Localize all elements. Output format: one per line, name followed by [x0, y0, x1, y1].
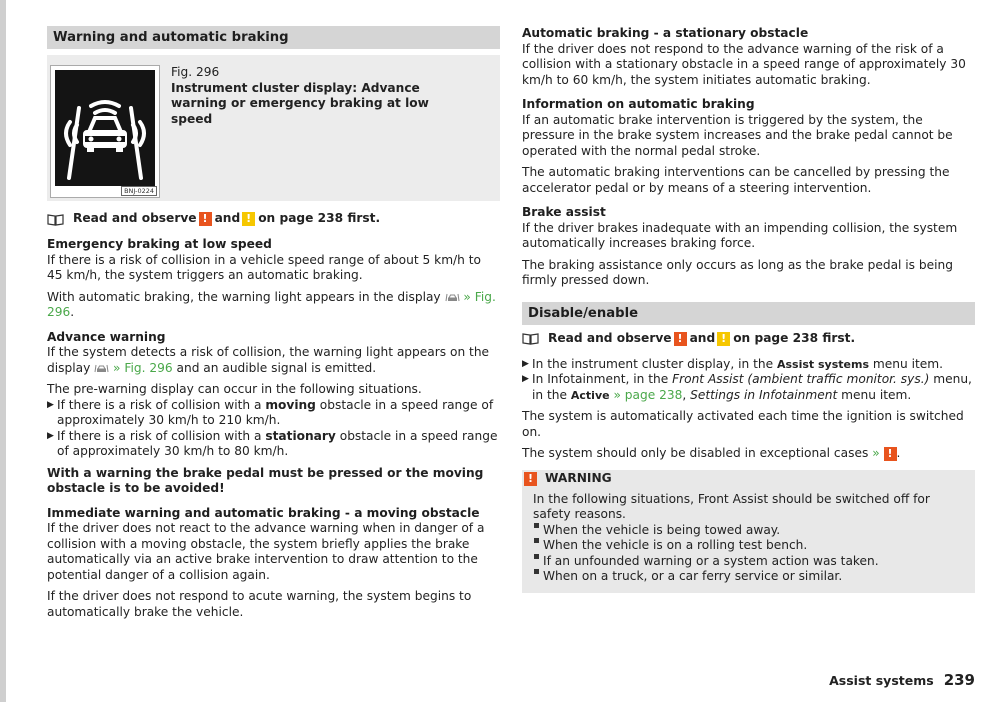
immediate-text: If the driver does not react to the advance warning when in danger of a collision with a moving obstacle, the system briefly applies the brake automatically via an active brake intervention to draw attention to the potential danger of a collision again. [47, 521, 485, 582]
immediate-heading: Immediate warning and automatic braking - a moving obstacle [47, 505, 480, 520]
left-column [47, 0, 500, 620]
warning-red-icon: ! [524, 472, 537, 486]
list-item: ▶ If there is a risk of collision with a moving obstacle in a speed range of approximately 30 km/h to 210 km/h. [47, 397, 494, 427]
cancel-text: The automatic braking interventions can be cancelled by pressing the accelerator pedal or by means of a steering intervention. [522, 165, 950, 195]
emergency-heading: Emergency braking at low speed [47, 237, 272, 251]
brake-assist-heading: Brake assist [522, 205, 606, 219]
list-item: When on a truck, or a car ferry service or similar. [533, 569, 965, 585]
list-item: When the vehicle is being towed away. [533, 523, 965, 539]
advance-block [47, 330, 500, 497]
emergency-display: With automatic braking, the warning light appears in the display » Fig. 296. [47, 289, 496, 319]
brake-assist-block [522, 205, 975, 289]
bullet-square-icon [534, 569, 539, 574]
caution-yellow-icon: ! [717, 332, 730, 346]
list-item: ▶ In the instrument cluster display, in the Assist systems menu item. [522, 356, 943, 371]
fig-296-link[interactable]: » Fig. 296 [113, 360, 173, 375]
read-suffix: on page 238 first. [258, 211, 381, 226]
menu-assist-systems: Assist systems [777, 357, 870, 371]
bullet-arrow-icon: ▶ [522, 374, 529, 384]
pre-warning-text: The pre-warning display can occur in the following situations. [47, 382, 422, 396]
warning-intro: In the following situations, Front Assist should be switched off for safety reasons. [533, 491, 930, 521]
figure-caption [171, 65, 471, 127]
info-block [522, 97, 975, 196]
warning-header [522, 470, 975, 489]
warning-body [522, 489, 975, 585]
warning-red-icon: ! [674, 332, 687, 346]
bullet-square-icon [534, 523, 539, 528]
brake-assist-only: The braking assistance only occurs as long as the brake pedal is being firmly pressed down. [522, 257, 953, 287]
right-column [522, 0, 975, 593]
warning-title: WARNING [545, 471, 612, 486]
immediate-block [47, 506, 500, 621]
list-item: When the vehicle is on a rolling test bench. [533, 538, 965, 554]
page-number: 239 [943, 671, 975, 689]
cluster-display [55, 70, 155, 186]
acute-text: If the driver does not respond to acute warning, the system begins to automatically brake the vehicle. [47, 589, 472, 619]
info-heading: Information on automatic braking [522, 97, 755, 111]
must-press-text: With a warning the brake pedal must be pressed or the moving obstacle is to be avoided! [47, 465, 484, 495]
read-observe-line [47, 211, 500, 227]
stationary-heading: Automatic braking - a stationary obstacle [522, 26, 809, 40]
stationary-text: If the driver does not respond to the advance warning of the risk of a collision with a stationary obstacle in a speed range of approximately 30 km/h to 60 km/h, the system initiates automatic braking. [522, 41, 966, 87]
advance-text: If the system detects a risk of collision, the warning light appears on the display » Fig. 296 and an audible signal is emitted. [47, 345, 490, 375]
warning-box [522, 470, 975, 593]
read-observe-line: Read and observe ! and ! on page 238 first. [522, 331, 975, 347]
bullet-arrow-icon: ▶ [47, 430, 54, 441]
bullet-square-icon [534, 538, 539, 543]
page-footer [829, 673, 975, 689]
figure-code: BNJ-0224 [121, 186, 157, 196]
warning-ref-link[interactable]: » [872, 446, 880, 460]
brake-assist-text: If the driver brakes inadequate with an impending collision, the system automatically increases braking force. [522, 220, 958, 250]
page-edge [0, 0, 6, 702]
figure-number: Fig. 296 [171, 65, 220, 79]
section-title-disable: Disable/enable [522, 302, 975, 325]
bullet-square-icon [534, 554, 539, 559]
auto-activate-text: The system is automatically activated each time the ignition is switched on. [522, 409, 964, 439]
bullet-arrow-icon: ▶ [522, 358, 529, 369]
stationary-block [522, 26, 975, 88]
list-item: ▶ In Infotainment, in the Front Assist (ambient traffic monitor. sys.) menu, in the Active » page 238, Settings in Infotainment menu item. [522, 372, 972, 402]
bullet-arrow-icon: ▶ [47, 399, 54, 410]
caution-yellow-icon: ! [242, 212, 255, 226]
car-warning-inline-icon [94, 363, 109, 373]
book-icon [47, 213, 64, 226]
figure-image [50, 65, 160, 198]
read-and: and [214, 211, 241, 226]
disable-steps [522, 357, 975, 462]
figure-caption-text: Instrument cluster display: Advance warning or emergency braking at low speed [171, 80, 429, 126]
advance-heading: Advance warning [47, 329, 166, 344]
book-icon [522, 332, 539, 345]
warning-red-icon: ! [884, 447, 897, 461]
emergency-text: If there is a risk of collision in a vehicle speed range of about 5 km/h to 45 km/h, the system triggers an automatic braking. [47, 252, 482, 282]
emergency-block [47, 237, 500, 321]
footer-section: Assist systems [829, 673, 934, 688]
collision-warning-icon [55, 70, 155, 186]
section-title-warning: Warning and automatic braking [47, 26, 500, 49]
only-disable-text: The system should only be disabled in exceptional cases » ! . [522, 446, 901, 460]
info-text: If an automatic brake intervention is triggered by the system, the pressure in the brake system increases and the brake pedal cannot be operated with the normal pedal stroke. [522, 112, 953, 158]
list-item: ▶ If there is a risk of collision with a stationary obstacle in a speed range of approximately 30 km/h to 80 km/h. [47, 428, 498, 458]
warning-red-icon: ! [199, 212, 212, 226]
fig-296-link[interactable]: » Fig. 296 [47, 289, 496, 319]
car-warning-inline-icon [445, 292, 460, 302]
page-238-link[interactable]: » page 238 [613, 387, 683, 402]
list-item: If an unfounded warning or a system action was taken. [533, 554, 965, 570]
figure-box [47, 55, 500, 201]
read-prefix: Read and observe [73, 211, 197, 226]
